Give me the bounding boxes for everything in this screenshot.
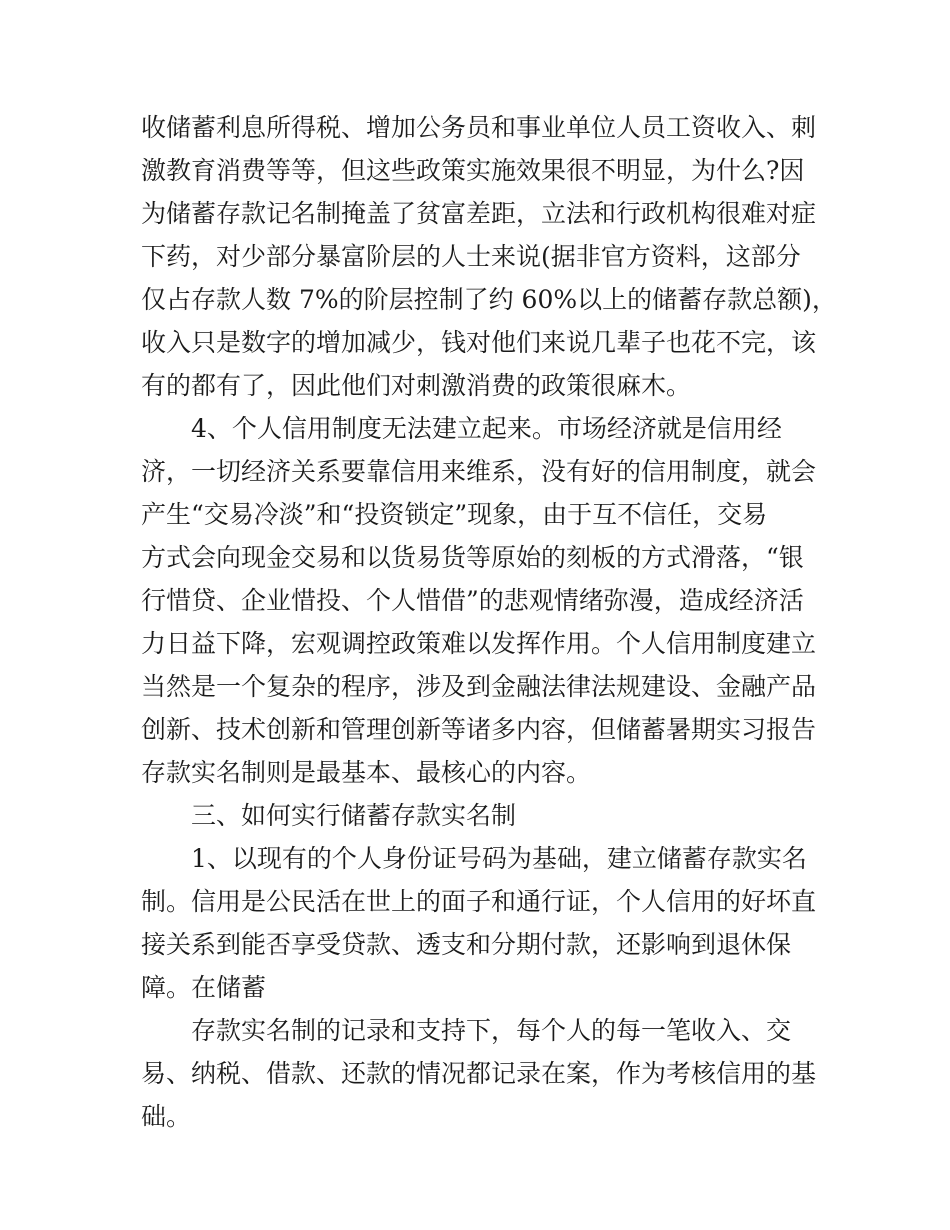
text-line: 产生“交易冷淡”和“投资锁定”现象，由于互不信任，交易 <box>141 500 768 529</box>
text-line: 障。在储蓄 <box>141 973 267 1002</box>
text-line: 仅占存款人数 7%的阶层控制了约 60%以上的储蓄存款总额)， <box>141 285 837 314</box>
text-line: 接关系到能否享受贷款、透支和分期付款，还影响到退休保 <box>141 930 792 959</box>
text-line: 激教育消费等等，但这些政策实施效果很不明显，为什么?因 <box>141 156 805 185</box>
text-line: 创新、技术创新和管理创新等诸多内容，但储蓄暑期实习报告 <box>141 715 817 744</box>
text-line: 力日益下降，宏观调控政策难以发挥作用。个人信用制度建立 <box>141 629 817 658</box>
text-line: 方式会向现金交易和以货易货等原始的刻板的方式滑落，“银 <box>141 543 804 572</box>
text-line: 制。信用是公民活在世上的面子和通行证，个人信用的好坏直 <box>141 887 817 916</box>
text-line: 行惜贷、企业惜投、个人惜借”的悲观情绪弥漫，造成经济活 <box>141 586 804 615</box>
text-line: 下药，对少部分暴富阶层的人士来说(据非官方资料，这部分 <box>141 242 801 271</box>
text-line: 础。 <box>141 1102 192 1131</box>
text-line: 当然是一个复杂的程序，涉及到金融法律法规建设、金融产品 <box>141 672 817 701</box>
text-line: 三、如何实行储蓄存款实名制 <box>191 801 517 830</box>
body-text <box>141 106 837 1138</box>
text-line: 易、纳税、借款、还款的情况都记录在案，作为考核信用的基 <box>141 1059 817 1088</box>
text-line: 为储蓄存款记名制掩盖了贫富差距，立法和行政机构很难对症 <box>141 199 817 228</box>
text-line: 4、个人信用制度无法建立起来。市场经济就是信用经 <box>191 414 782 443</box>
text-line: 收入只是数字的增加减少，钱对他们来说几辈子也花不完，该 <box>141 328 817 357</box>
text-line: 收储蓄利息所得税、增加公务员和事业单位人员工资收入、刺 <box>141 113 817 142</box>
text-line: 有的都有了，因此他们对刺激消费的政策很麻木。 <box>141 371 692 400</box>
text-line: 济，一切经济关系要靠信用来维系，没有好的信用制度，就会 <box>141 457 817 486</box>
text-line: 1、以现有的个人身份证号码为基础，建立储蓄存款实名 <box>191 844 807 873</box>
text-line: 存款实名制则是最基本、最核心的内容。 <box>141 758 592 787</box>
text-line: 存款实名制的记录和支持下，每个人的每一笔收入、交 <box>191 1016 792 1045</box>
